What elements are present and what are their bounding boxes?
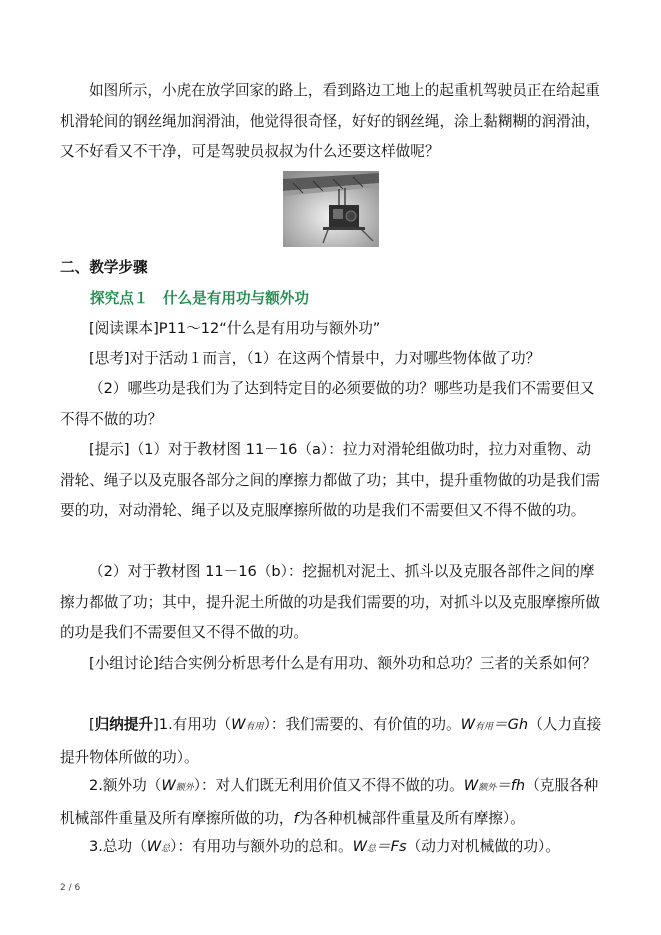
- think-tag: [思考]: [89, 350, 130, 367]
- s2-formula-subscript: 额外: [478, 783, 497, 793]
- s2-subscript: 额外: [175, 783, 194, 793]
- think-text: 对于活动１而言，（1）在这两个情景中，力对哪些物体做了功？: [129, 350, 541, 367]
- s2-note: （克服各种机械部件重量及所有摩擦所做的功，: [60, 777, 599, 827]
- read-text: P11～12“什么是有用功与额外功”: [158, 320, 381, 337]
- summary-tag-close: ]: [153, 716, 159, 733]
- s1-symbol: W: [231, 716, 246, 733]
- hint-paragraph: [60, 435, 602, 527]
- section-heading: 二、教学步骤: [60, 259, 148, 276]
- s3-note: （动力对机械做的功）。: [406, 838, 560, 855]
- crane-photo: [283, 171, 379, 247]
- group-tag: [小组讨论]: [89, 655, 159, 672]
- s3-formula-symbol: W: [352, 838, 368, 855]
- summary-tag-open: [: [89, 716, 95, 733]
- s2-formula: ＝fh: [496, 777, 526, 794]
- hint-text: （1）对于教材图 11－16（a）：拉力对滑轮组做功时，拉力对重物、动滑轮、绳子以及克服各部分之间的摩擦力都做了功；其中，提升重物做的功是我们需要的功，对动滑轮、绳子以及克服摩擦所做的功是我们不需要但又不得不做的功。: [60, 441, 600, 519]
- summary-tag-word: 归纳提升: [94, 716, 154, 733]
- hint-paragraph-2: （2）对于教材图 11－16（b）：挖掘机对泥土、抓斗以及克服各部件之间的摩擦力都做了功；其中，提升泥土所做的功是我们需要的功，对抓斗以及克服摩擦所做的功是我们不需要但又不得不做的功。: [60, 563, 600, 641]
- summary-item-useful-work: [60, 710, 602, 773]
- s2-label: 2.额外功（: [89, 777, 162, 794]
- s2-f-symbol: f: [293, 809, 299, 827]
- read-paragraph: [60, 314, 602, 345]
- intro-paragraph: 如图所示，小虎在放学回家的路上，看到路边工地上的起重机驾驶员正在给起重机滑轮间的钢丝绳加润滑油，他觉得很奇怪，好好的钢丝绳，涂上黏糊糊的润滑油，又不好看又不干净，可是驾驶员叔叔为什么还要这样做呢？: [60, 82, 600, 160]
- s1-note: （人力直接提升物体所做的功）。: [60, 716, 602, 766]
- group-discussion-paragraph: [60, 649, 602, 680]
- hint-tag: [提示]: [89, 441, 130, 458]
- s1-formula-symbol: W: [460, 716, 476, 733]
- read-tag: [阅读课本]: [89, 320, 159, 337]
- summary-item-total-work: [60, 832, 602, 865]
- s1-definition: ）：我们需要的、有价值的功。: [263, 716, 461, 733]
- s3-subscript: 总: [161, 844, 171, 854]
- s1-label: 1.有用功（: [158, 716, 232, 733]
- page-number: 2 / 6: [60, 883, 81, 893]
- think-question-2: （2）哪些功是我们为了达到特定目的必须要做的功？哪些功是我们不需要但又不得不做的功？: [60, 380, 595, 428]
- s1-formula-subscript: 有用: [475, 722, 494, 732]
- s2-definition: ）：对人们既无利用价值又不得不做的功。: [193, 777, 464, 794]
- s3-symbol: W: [146, 838, 162, 855]
- probe-title: 探究点１ 什么是有用功与额外功: [90, 290, 309, 307]
- s1-subscript: 有用: [245, 722, 264, 732]
- s3-formula: ＝Fs: [376, 838, 407, 855]
- s3-label: 3.总功（: [89, 838, 147, 855]
- summary-item-extra-work: [60, 771, 602, 834]
- s2-note-end: 为各种机械部件重量及所有摩擦）。: [298, 809, 525, 827]
- crane-photo-illustration: [283, 171, 379, 247]
- s2-formula-symbol: W: [463, 777, 479, 794]
- s3-definition: ）：有用功与额外功的总和。: [170, 838, 353, 855]
- s1-formula: ＝Gh: [493, 716, 529, 733]
- think-paragraph: [60, 344, 602, 375]
- s2-symbol: W: [161, 777, 176, 794]
- group-text: 结合实例分析思考什么是有用功、额外功和总功？三者的关系如何？: [158, 655, 597, 672]
- s3-formula-subscript: 总: [367, 844, 377, 854]
